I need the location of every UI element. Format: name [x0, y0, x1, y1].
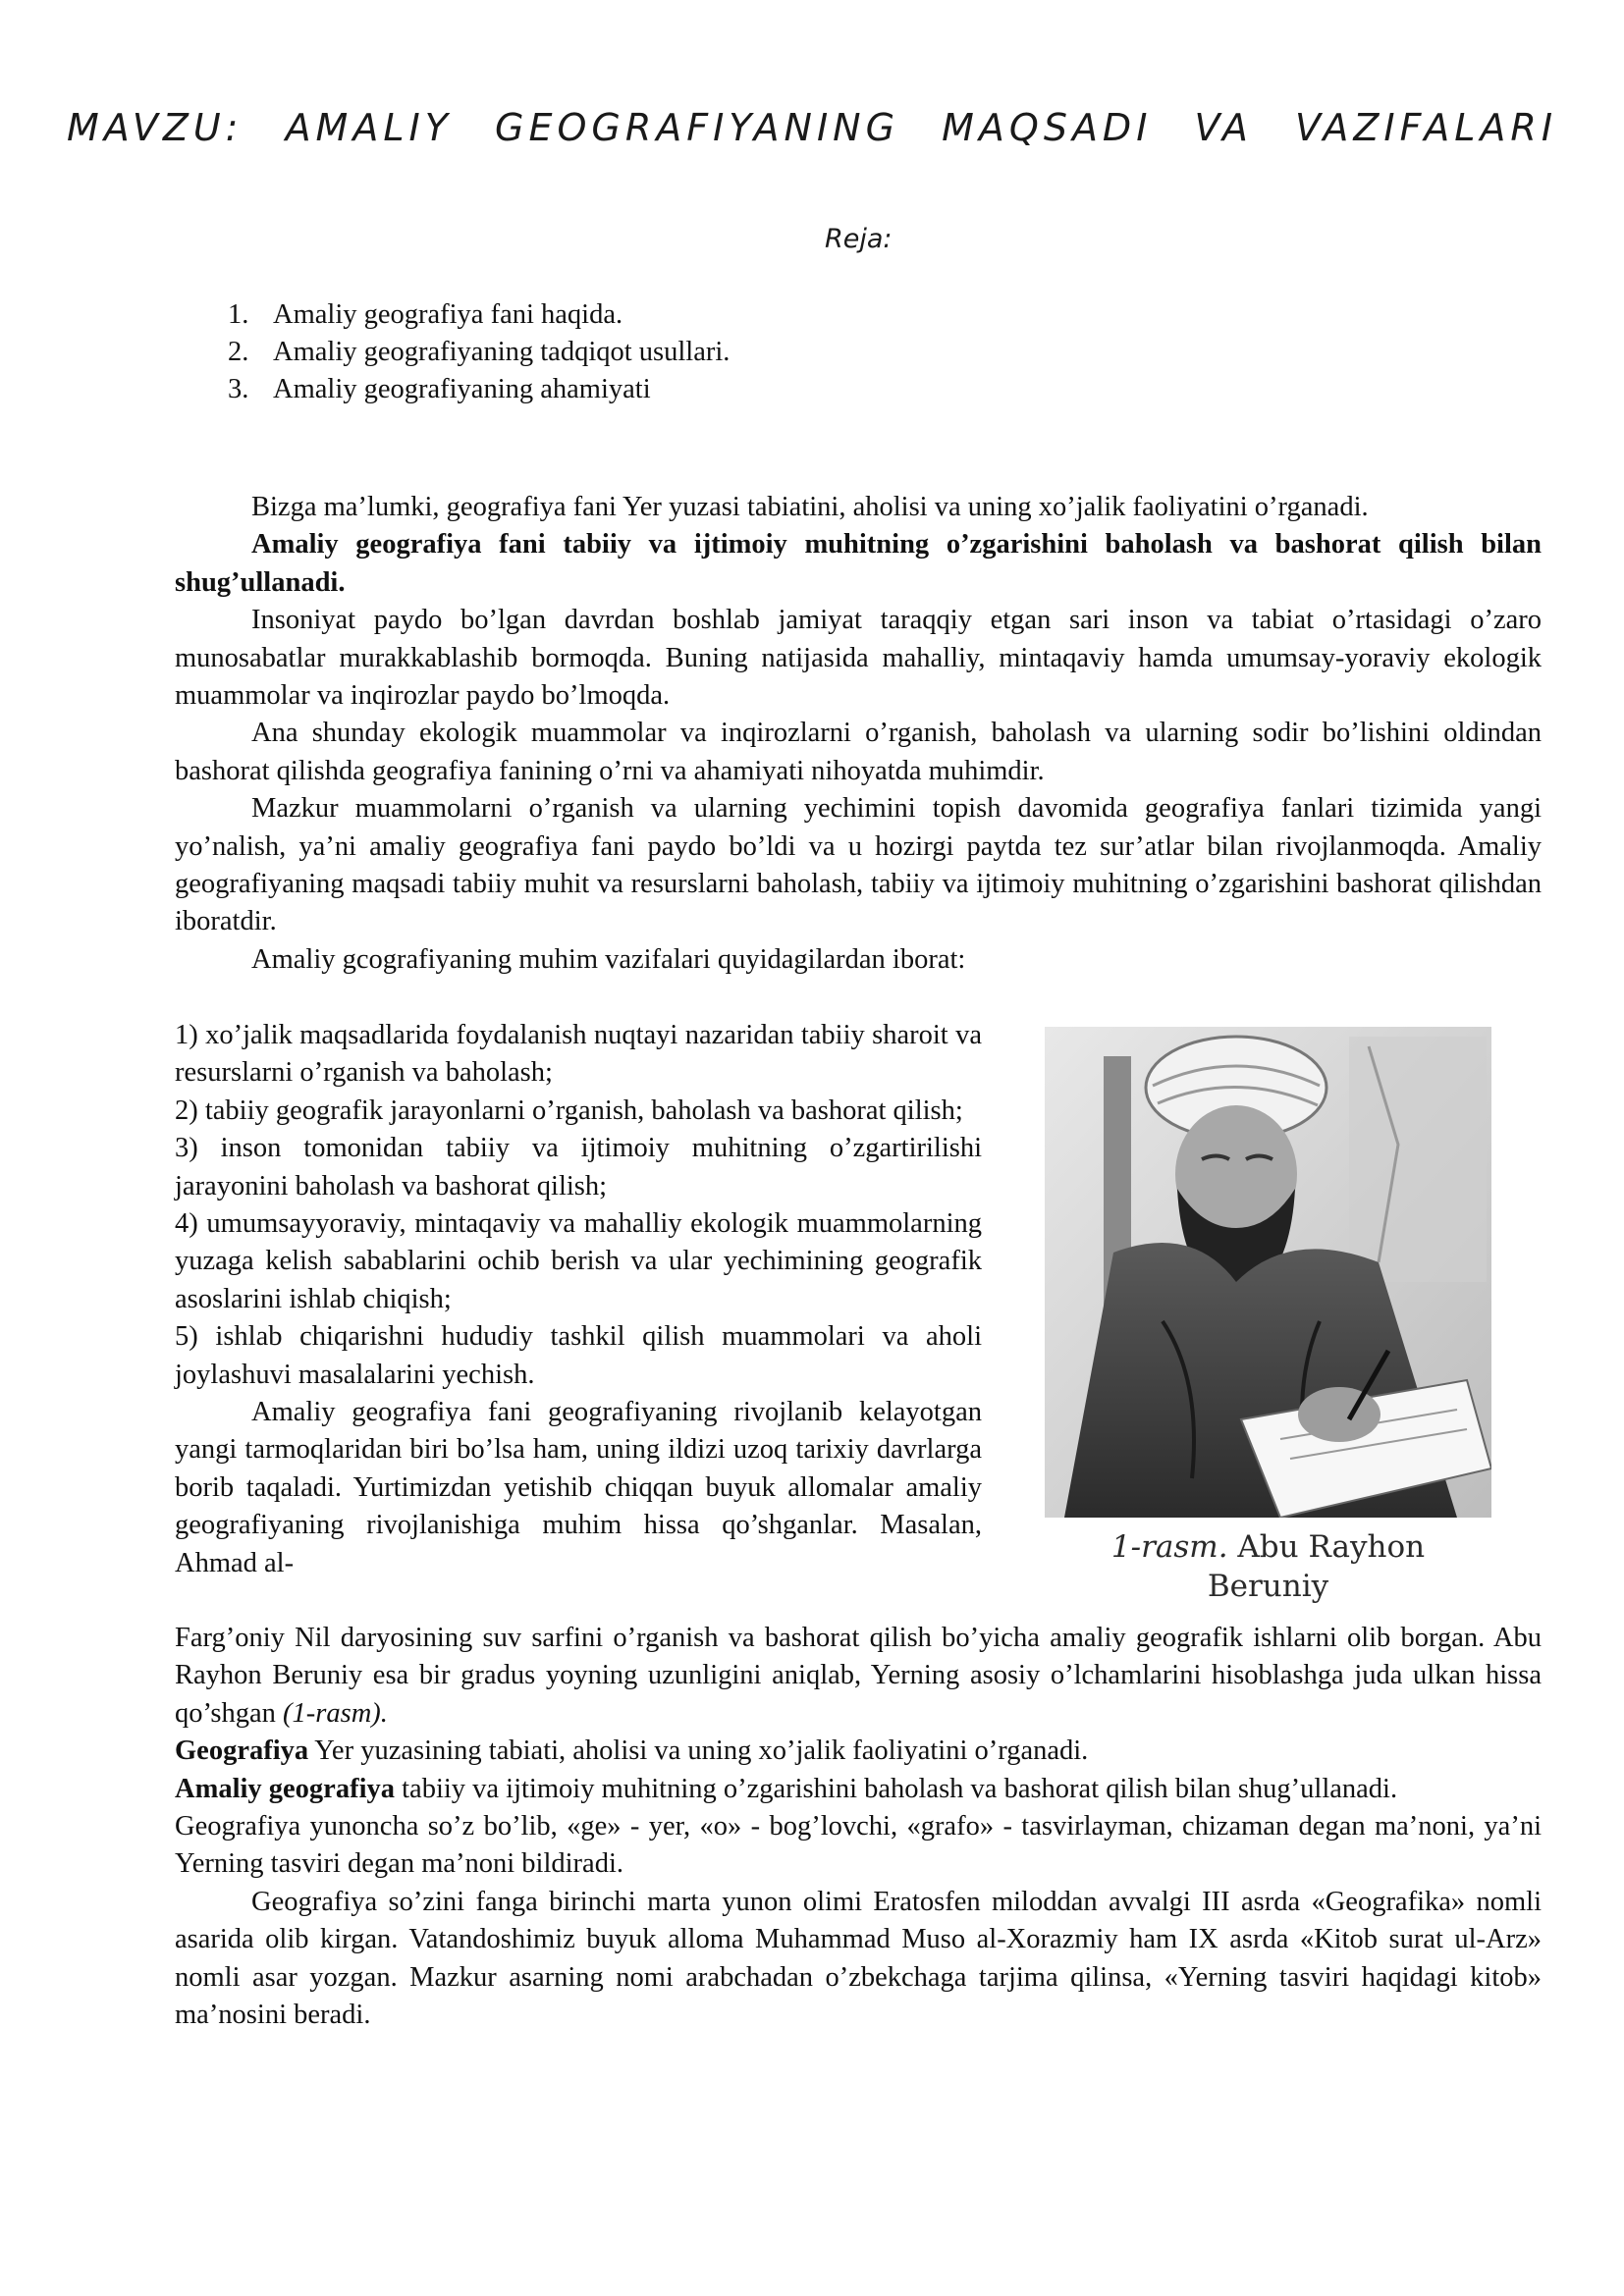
plan-heading: Reja: [825, 224, 893, 254]
plan-list [228, 296, 730, 408]
tasks-section [175, 1017, 982, 1582]
tasks-intro: Amaliy gcografiyaning muhim vazifalari quyidagilardan iborat: [251, 943, 966, 975]
page-title: MAVZU: AMALIY GEOGRAFIYANING MAQSADI VA VAZIFALARI [66, 106, 1558, 149]
definition-applied-geography: Amaliy geografiya tabiiy va ijtimoiy muhitning o’zgarishini baholash va bashorat qilish bilan shug’ullanadi. [175, 1773, 1398, 1804]
task-item: 4) umumsayyoraviy, mintaqaviy va mahalliy ekologik muammolarning yuzaga kelish sabablarini ochib berish va ular yechimining geografik asoslarini ishlab chiqish; [175, 1208, 982, 1314]
task-item: 3) inson tomonidan tabiiy va ijtimoiy muhitning o’zgartirilishi jarayonini baholash va bashorat qilish; [175, 1133, 982, 1201]
plan-item: 1. Amaliy geografiya fani haqida. [228, 299, 623, 330]
task-item: 1) xo’jalik maqsadlarida foydalanish nuqtayi nazaridan tabiiy sharoit va resurslarni o’rganish va baholash; [175, 1020, 982, 1089]
key-definition-paragraph: Amaliy geografiya fani tabiiy va ijtimoiy muhitning o’zgarishini baholash va bashorat qilish bilan shug’ullanadi. [175, 529, 1542, 598]
task-item: 2) tabiiy geografik jarayonlarni o’rganish, baholash va bashorat qilish; [175, 1095, 963, 1126]
intro-paragraph: Insoniyat paydo bo’lgan davrdan boshlab jamiyat taraqqiy etgan sari inson va tabiat o’rtasidagi o’zaro munosabatlar murakkablashib bormoqda. Buning natijasida mahalliy, mintaqaviy hamda umumsay-yoraviy ekologik muammolar va inqirozlar paydo bo’lmoqda. [175, 605, 1542, 712]
intro-paragraph: Mazkur muammolarni o’rganish va ularning yechimini topish davomida geografiya fanlari tizimida yangi yo’nalish, ya’ni amaliy geografiya fani paydo bo’ldi va u hozirgi paytda tez sur’atlar bilan rivojlanmoqda. Amaliy geografiyaning maqsadi tabiiy muhit va resurslarni baholash, tabiiy va ijtimoiy muhitning o’zgarishini bashorat qilishdan iboratdir. [175, 793, 1542, 937]
portrait-illustration [1045, 1027, 1491, 1518]
origin-paragraph: Geografiya so’zini fanga birinchi marta yunon olimi Eratosfen miloddan avvalgi III asrda «Geografika» nomli asarida olib kirgan. Vatandoshimiz buyuk alloma Muhammad Muso al-Xorazmiy ham IX asrda «Kitob surat ul-Arz» nomli asar yozgan. Mazkur asarning nomi arabchadan o’zbekchaga tarjima qilinsa, «Yerning tasviri haqidagi kitob» ma’nosini beradi. [175, 1886, 1542, 2031]
etymology-paragraph: Geografiya yunoncha so’z bo’lib, «ge» - yer, «o» - bog’lovchi, «grafo» - tasvirlayman, chizaman degan ma’noni, ya’ni Yerning tasviri degan ma’noni bildiradi. [175, 1811, 1542, 1880]
definition-geography: Geografiya Yer yuzasining tabiati, aholisi va uning xo’jalik faoliyatini o’rganadi. [175, 1735, 1089, 1767]
intro-paragraph: Ana shunday ekologik muammolar va inqirozlarni o’rganish, baholash va ularning sodir bo’lishini oldindan bashorat qilishda geografiya fanining o’rni va ahamiyati nihoyatda muhimdir. [175, 718, 1542, 786]
portrait-figure [1045, 1027, 1491, 1518]
figure-caption: 1-rasm. Abu Rayhon Beruniy [1110, 1529, 1426, 1604]
history-paragraph-start: Amaliy geografiya fani geografiyaning rivojlanib kelayotgan yangi tarmoqlaridan biri bo’lsa ham, uning ildizi uzoq tarixiy davrlarga borib taqaladi. Yurtimizdan yetishib chiqqan buyuk allomalar amaliy geografiyaning rivojlanishiga muhim hissa qo’shganlar. Masalan, Ahmad al- [175, 1397, 982, 1578]
history-paragraph-end: Farg’oniy Nil daryosining suv sarfini o’rganish va bashorat qilish bo’yicha amaliy geografik ishlarni olib borgan. Abu Rayhon Beruniy esa bir gradus yoyning uzunligini aniqlab, Yerning asosiy o’lchamlarini hisoblashga juda ulkan hissa qo’shgan (1-rasm). [175, 1623, 1542, 1729]
task-item: 5) ishlab chiqarishni hududiy tashkil qilish muammolari va aholi joylashuvi masalalarini yechish. [175, 1321, 982, 1390]
plan-item: 3. Amaliy geografiyaning ahamiyati [228, 374, 651, 404]
closing-section [175, 1620, 1542, 2034]
plan-item: 2. Amaliy geografiyaning tadqiqot usullari. [228, 337, 731, 367]
intro-paragraph: Bizga ma’lumki, geografiya fani Yer yuzasi tabiatini, aholisi va uning xo’jalik faoliyatini o’rganadi. [251, 492, 1369, 522]
intro-section [175, 489, 1542, 979]
